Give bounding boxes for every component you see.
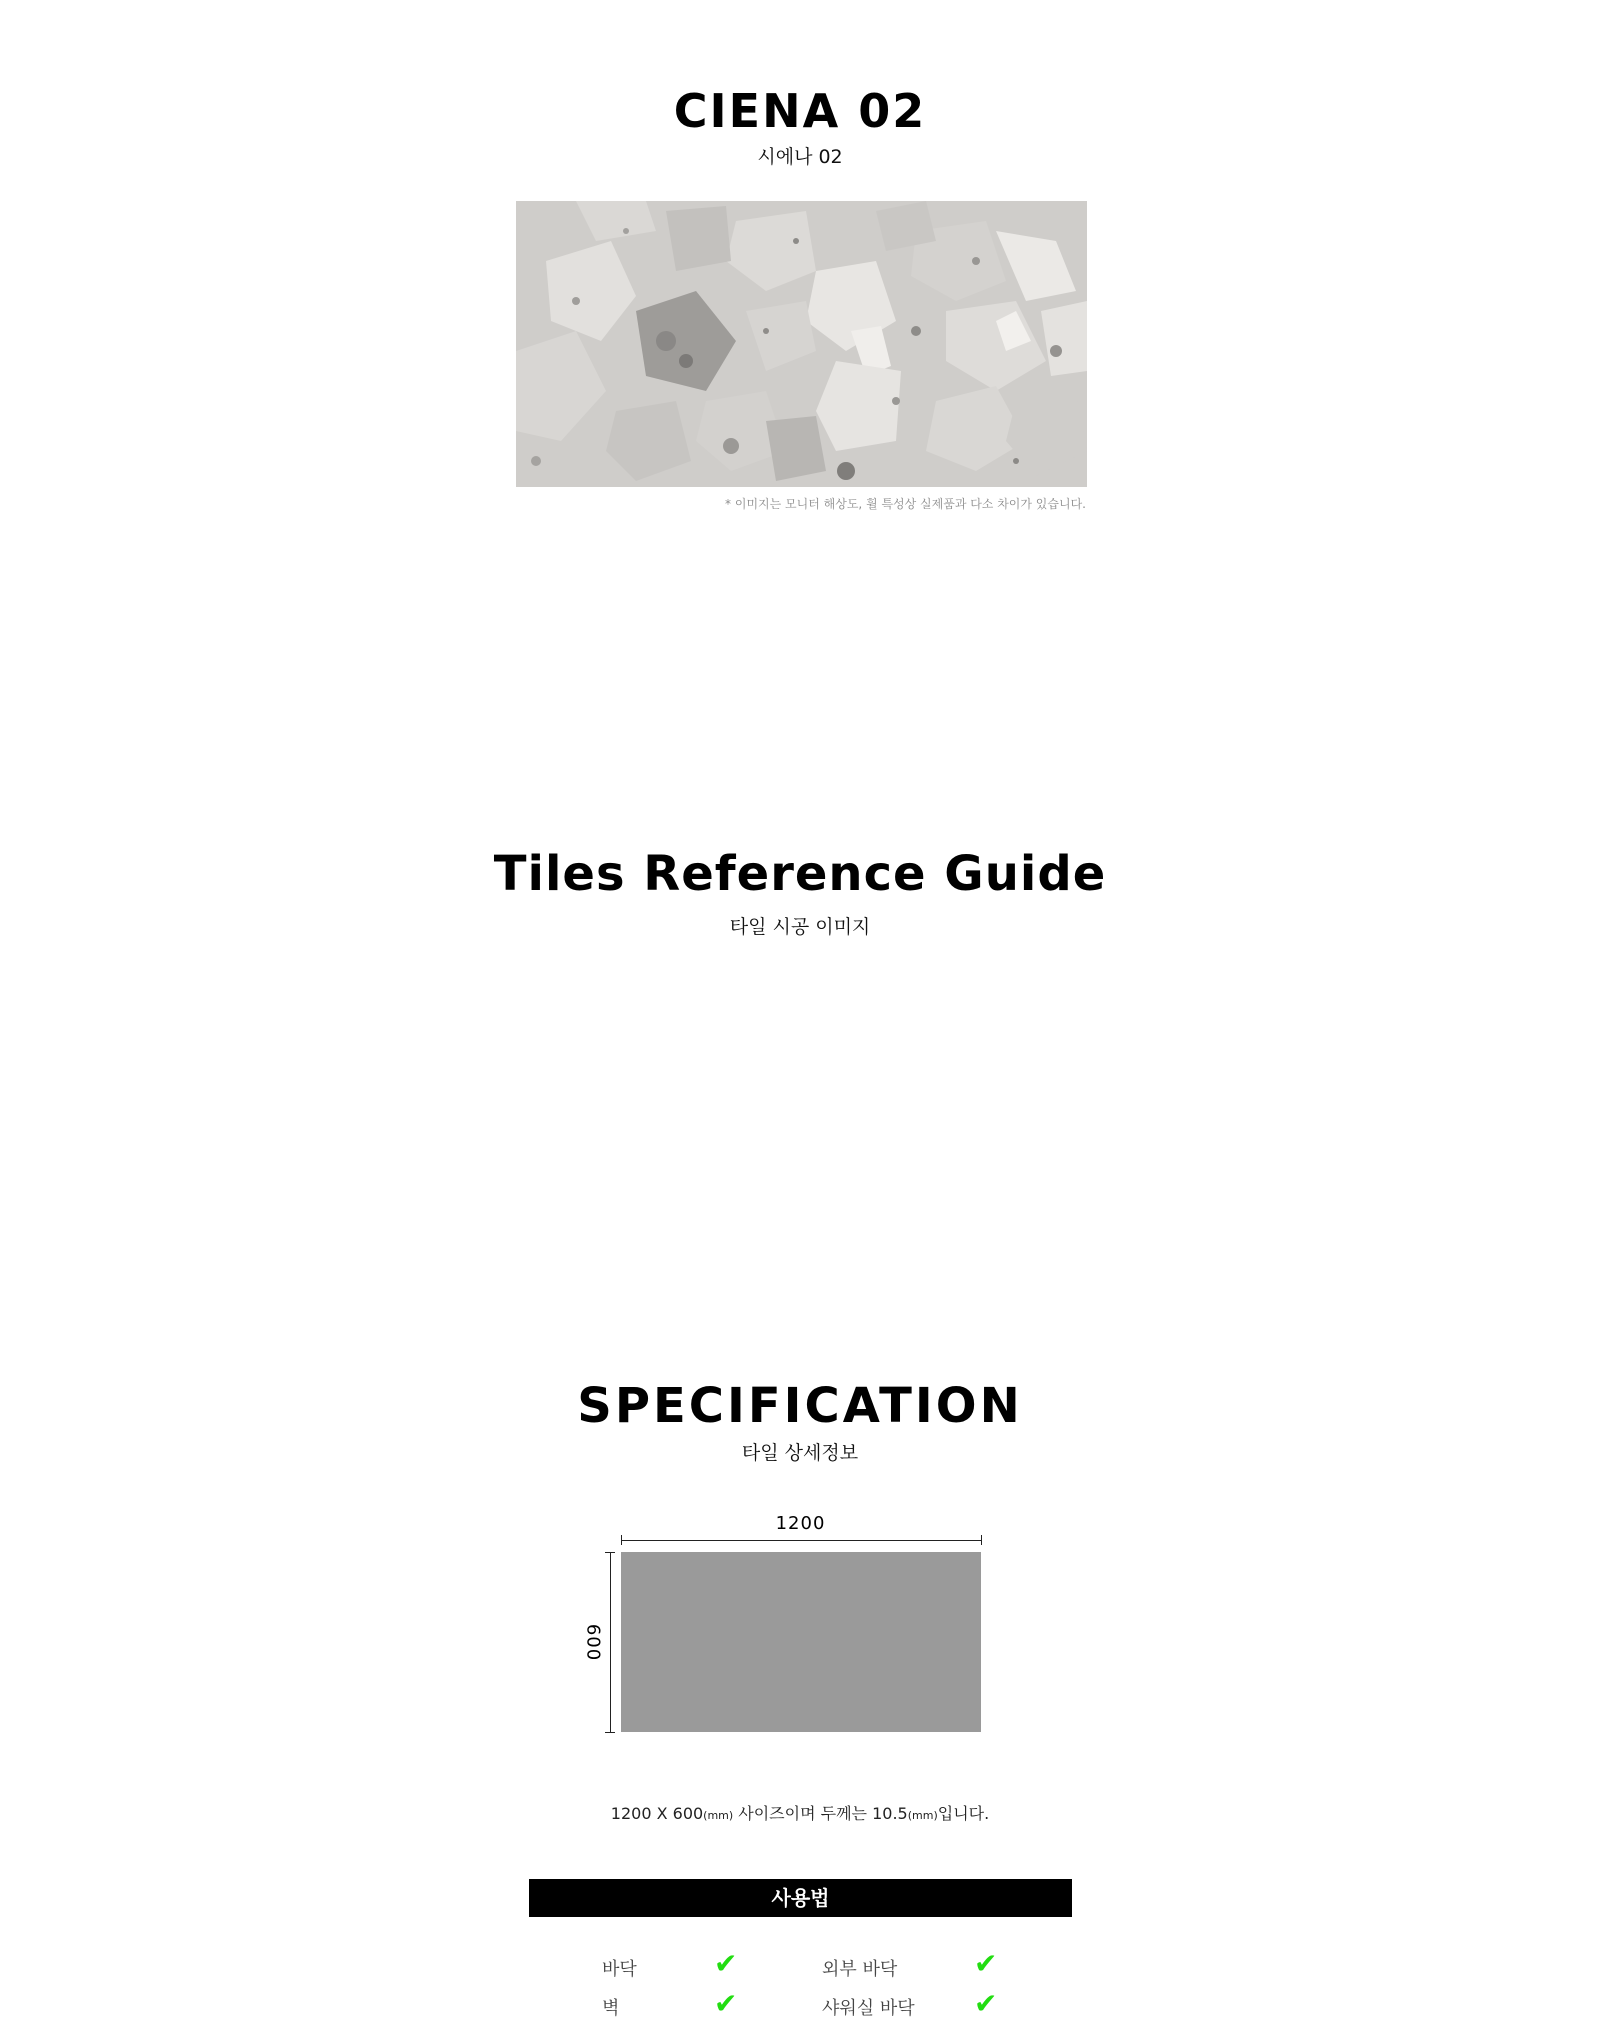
width-dimension-line (621, 1540, 981, 1541)
usage-label-floor: 바닥 (602, 1959, 637, 1980)
tile-texture-image (516, 201, 1087, 487)
spec-unit: (mm) (703, 1809, 734, 1822)
usage-label-outdoor-floor: 외부 바닥 (822, 1959, 898, 1980)
usage-label-wall: 벽 (602, 1998, 620, 2019)
width-dimension-tick-right (981, 1535, 982, 1545)
spec-unit: (mm) (907, 1809, 938, 1822)
width-dimension-label: 1200 (775, 1513, 826, 1534)
check-icon: ✔ (714, 1947, 738, 1980)
specification-subtitle: 타일 상세정보 (741, 1442, 859, 1464)
spec-size: 1200 X 600 (610, 1804, 704, 1823)
height-dimension-label: 600 (582, 1623, 604, 1662)
tile-size-diagram (621, 1552, 981, 1732)
product-title: CIENA 02 (673, 84, 927, 138)
check-icon: ✔ (974, 1947, 998, 1980)
width-dimension-tick-left (621, 1535, 622, 1545)
usage-label-shower-floor: 샤워실 바닥 (822, 1998, 915, 2019)
spec-description (0, 1801, 1600, 1824)
height-dimension-tick-bottom (605, 1732, 615, 1733)
spec-ending: 입니다. (937, 1804, 990, 1823)
reference-title: Tiles Reference Guide (493, 846, 1107, 902)
check-icon: ✔ (714, 1987, 738, 2020)
usage-header: 사용법 (529, 1879, 1072, 1917)
height-dimension-line (610, 1552, 611, 1732)
specification-title: SPECIFICATION (577, 1378, 1023, 1434)
spec-thickness-text: 사이즈이며 두께는 10.5 (733, 1804, 908, 1823)
image-disclaimer: * 이미지는 모니터 해상도, 휠 특성상 실제품과 다소 차이가 있습니다. (725, 497, 1086, 511)
height-dimension-tick-top (605, 1552, 615, 1553)
reference-subtitle: 타일 시공 이미지 (729, 916, 871, 938)
product-subtitle: 시에나 02 (757, 146, 843, 168)
check-icon: ✔ (974, 1987, 998, 2020)
